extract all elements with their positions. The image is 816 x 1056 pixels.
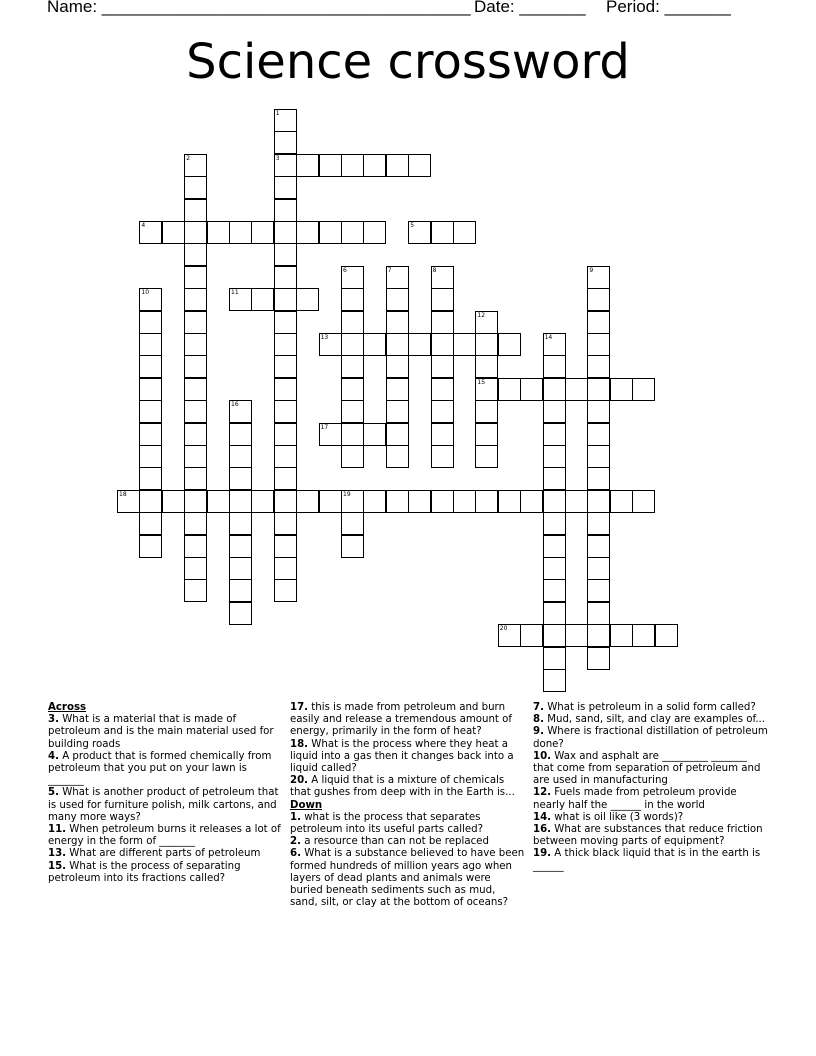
grid-cell[interactable] xyxy=(587,423,610,446)
grid-cell[interactable] xyxy=(184,311,207,334)
clue-number: 12 xyxy=(477,311,486,319)
clue-item-number: 7. xyxy=(533,702,544,713)
grid-cell[interactable] xyxy=(431,311,454,334)
grid-cell[interactable] xyxy=(520,624,543,647)
grid-cell[interactable] xyxy=(543,490,566,513)
clue-item-text: A thick black liquid that is in the earth is ______ xyxy=(533,848,761,872)
grid-cell[interactable] xyxy=(274,266,297,289)
grid-cell[interactable] xyxy=(363,423,386,446)
grid-cell[interactable] xyxy=(341,154,364,177)
clue-number: 4 xyxy=(141,222,146,229)
grid-cell[interactable] xyxy=(543,378,566,401)
clue-item-number: 17. xyxy=(290,702,309,713)
grid-cell[interactable] xyxy=(520,378,543,401)
grid-cell[interactable] xyxy=(587,647,610,670)
clue-number: 13 xyxy=(320,334,329,341)
clue-item-number: 12. xyxy=(533,787,552,799)
clue-number: 6 xyxy=(343,266,347,274)
grid-cell[interactable] xyxy=(229,535,252,558)
grid-cell[interactable] xyxy=(184,266,207,289)
clue-item xyxy=(48,751,284,788)
grid-cell[interactable] xyxy=(565,624,588,647)
grid-cell[interactable] xyxy=(431,355,454,378)
grid-cell[interactable] xyxy=(587,535,610,558)
clue-item-text: this is made from petroleum and burn easily and release a tremendous amount of energy, primarily in the form of heat? xyxy=(290,702,512,738)
grid-cell[interactable] xyxy=(229,423,252,446)
grid-cell[interactable] xyxy=(610,490,633,513)
clue-item xyxy=(290,836,526,848)
grid-cell[interactable] xyxy=(184,490,207,513)
grid-cell[interactable] xyxy=(475,378,498,401)
date-label: Date: xyxy=(474,0,520,16)
grid-cell[interactable] xyxy=(184,355,207,378)
clue-item-number: 6. xyxy=(290,848,301,860)
clue-item-number: 19. xyxy=(533,848,552,860)
grid-cell[interactable] xyxy=(431,333,454,356)
grid-cell[interactable] xyxy=(543,400,566,423)
grid-cell[interactable] xyxy=(587,355,610,378)
grid-cell[interactable] xyxy=(587,467,610,490)
grid-cell[interactable] xyxy=(274,355,297,378)
down-clue-list xyxy=(290,812,526,910)
grid-cell[interactable] xyxy=(587,266,610,289)
grid-cell[interactable] xyxy=(162,490,185,513)
grid-cell[interactable] xyxy=(475,333,498,356)
grid-cell[interactable] xyxy=(184,512,207,535)
grid-cell[interactable] xyxy=(520,490,543,513)
clues-column-3 xyxy=(533,702,769,873)
clue-number: 20 xyxy=(499,625,508,633)
grid-cell[interactable] xyxy=(184,423,207,446)
grid-cell[interactable] xyxy=(475,445,498,468)
grid-cell[interactable] xyxy=(543,445,566,468)
grid-cell[interactable] xyxy=(274,199,297,222)
clue-number: 11 xyxy=(231,289,239,297)
clue-item xyxy=(533,714,769,726)
grid-cell[interactable] xyxy=(543,512,566,535)
clue-item-text: a resource than can not be replaced xyxy=(300,836,489,848)
clue-item xyxy=(533,726,769,750)
period-blank: _______ xyxy=(664,0,731,16)
clue-number: 1 xyxy=(275,110,280,117)
clue-item xyxy=(48,714,284,751)
grid-cell[interactable] xyxy=(274,131,297,154)
clue-item xyxy=(290,739,526,776)
grid-cell[interactable] xyxy=(587,378,610,401)
grid-cell[interactable] xyxy=(139,221,162,244)
clue-item xyxy=(48,824,284,848)
grid-cell[interactable] xyxy=(543,579,566,602)
grid-cell[interactable] xyxy=(274,109,297,132)
across-clue-list xyxy=(48,714,284,885)
grid-cell[interactable] xyxy=(587,624,610,647)
grid-cell[interactable] xyxy=(431,423,454,446)
grid-cell[interactable] xyxy=(274,512,297,535)
clue-number: 9 xyxy=(589,266,594,274)
grid-cell[interactable] xyxy=(386,445,409,468)
grid-cell[interactable] xyxy=(296,288,319,311)
clue-item xyxy=(290,775,526,799)
grid-cell[interactable] xyxy=(498,624,521,647)
clue-item-number: 4. xyxy=(48,750,59,762)
grid-cell[interactable] xyxy=(184,288,207,311)
grid-cell[interactable] xyxy=(363,154,386,177)
clue-number: 14 xyxy=(544,334,553,341)
grid-cell[interactable] xyxy=(139,378,162,401)
clue-item-number: 20. xyxy=(290,775,309,787)
grid-cell[interactable] xyxy=(184,445,207,468)
grid-cell[interactable] xyxy=(543,333,566,356)
grid-cell[interactable] xyxy=(139,288,162,311)
grid-cell[interactable] xyxy=(431,266,454,289)
grid-cell[interactable] xyxy=(274,243,297,266)
clue-item-text: What is petroleum in a solid form called? xyxy=(543,702,756,713)
grid-cell[interactable] xyxy=(341,512,364,535)
grid-cell[interactable] xyxy=(139,423,162,446)
grid-cell[interactable] xyxy=(386,333,409,356)
grid-cell[interactable] xyxy=(229,221,252,244)
grid-cell[interactable] xyxy=(251,288,274,311)
clues-column-1 xyxy=(48,702,284,885)
clue-item-text: What are different parts of petroleum xyxy=(66,848,261,860)
grid-cell[interactable] xyxy=(229,579,252,602)
grid-cell[interactable] xyxy=(274,579,297,602)
grid-cell[interactable] xyxy=(274,535,297,558)
clue-item xyxy=(48,787,284,824)
grid-cell[interactable] xyxy=(296,221,319,244)
grid-cell[interactable] xyxy=(184,154,207,177)
grid-cell[interactable] xyxy=(341,288,364,311)
grid-cell[interactable] xyxy=(319,490,342,513)
grid-cell[interactable] xyxy=(184,333,207,356)
clue-item-text: Wax and asphalt are _________ _______ that come from separation of petroleum and are used in manufacturing xyxy=(533,750,761,787)
grid-cell[interactable] xyxy=(139,355,162,378)
grid-cell[interactable] xyxy=(610,378,633,401)
clue-item xyxy=(290,812,526,836)
clue-number: 3 xyxy=(275,154,280,162)
grid-cell[interactable] xyxy=(408,333,431,356)
grid-cell[interactable] xyxy=(453,221,476,244)
grid-cell[interactable] xyxy=(587,602,610,625)
grid-cell[interactable] xyxy=(475,423,498,446)
grid-cell[interactable] xyxy=(386,154,409,177)
grid-cell[interactable] xyxy=(341,423,364,446)
date-blank: _______ xyxy=(519,0,586,16)
grid-cell[interactable] xyxy=(543,467,566,490)
grid-cell[interactable] xyxy=(341,355,364,378)
grid-cell[interactable] xyxy=(341,490,364,513)
grid-cell[interactable] xyxy=(341,266,364,289)
clue-item-text: Where is fractional distillation of petroleum done? xyxy=(533,726,768,750)
grid-cell[interactable] xyxy=(229,557,252,580)
grid-cell[interactable] xyxy=(408,490,431,513)
clue-number: 5 xyxy=(410,222,415,229)
clue-number: 16 xyxy=(231,401,239,409)
grid-cell[interactable] xyxy=(543,557,566,580)
grid-cell[interactable] xyxy=(386,423,409,446)
grid-cell[interactable] xyxy=(139,512,162,535)
grid-cell[interactable] xyxy=(632,624,655,647)
grid-cell[interactable] xyxy=(431,490,454,513)
grid-cell[interactable] xyxy=(363,490,386,513)
grid-cell[interactable] xyxy=(319,154,342,177)
grid-cell[interactable] xyxy=(229,490,252,513)
grid-cell[interactable] xyxy=(184,467,207,490)
grid-cell[interactable] xyxy=(341,333,364,356)
grid-cell[interactable] xyxy=(431,288,454,311)
clue-item-text: What is the process of separating petroleum into its fractions called? xyxy=(48,860,241,884)
grid-cell[interactable] xyxy=(543,669,566,692)
clue-item-number: 16. xyxy=(533,824,552,836)
grid-cell[interactable] xyxy=(386,378,409,401)
grid-cell[interactable] xyxy=(274,221,297,244)
grid-cell[interactable] xyxy=(139,490,162,513)
grid-cell[interactable] xyxy=(274,378,297,401)
grid-cell[interactable] xyxy=(498,490,521,513)
clue-item-text: Mud, sand, silt, and clay are examples of... xyxy=(543,714,766,726)
clue-number: 7 xyxy=(387,266,392,274)
clue-item-number: 10. xyxy=(533,750,552,762)
grid-cell[interactable] xyxy=(274,154,297,177)
grid-cell[interactable] xyxy=(251,490,274,513)
grid-cell[interactable] xyxy=(475,355,498,378)
grid-cell[interactable] xyxy=(296,154,319,177)
clue-item-number: 3. xyxy=(48,714,59,726)
clue-item xyxy=(290,702,526,739)
clue-item-number: 8. xyxy=(533,714,544,726)
grid-cell[interactable] xyxy=(184,176,207,199)
clue-item xyxy=(48,848,284,860)
clue-item-text: A liquid that is a mixture of chemicals that gushes from deep with in the Earth is... xyxy=(290,775,515,799)
grid-cell[interactable] xyxy=(453,490,476,513)
grid-cell[interactable] xyxy=(274,467,297,490)
grid-cell[interactable] xyxy=(587,311,610,334)
grid-cell[interactable] xyxy=(296,490,319,513)
grid-cell[interactable] xyxy=(475,311,498,334)
clue-item-text: A product that is formed chemically from petroleum that you put on your lawn is _______ xyxy=(48,750,272,787)
grid-cell[interactable] xyxy=(207,490,230,513)
grid-cell[interactable] xyxy=(475,490,498,513)
grid-cell[interactable] xyxy=(587,333,610,356)
grid-cell[interactable] xyxy=(207,221,230,244)
clue-item-number: 18. xyxy=(290,738,309,750)
grid-cell[interactable] xyxy=(386,266,409,289)
name-label: Name: xyxy=(47,0,102,16)
clue-item-number: 11. xyxy=(48,824,67,836)
grid-cell[interactable] xyxy=(341,445,364,468)
clue-item-number: 5. xyxy=(48,787,59,799)
grid-cell[interactable] xyxy=(274,423,297,446)
grid-cell[interactable] xyxy=(386,355,409,378)
clue-item xyxy=(533,848,769,872)
grid-cell[interactable] xyxy=(341,535,364,558)
grid-cell[interactable] xyxy=(341,378,364,401)
grid-cell[interactable] xyxy=(251,221,274,244)
grid-cell[interactable] xyxy=(184,199,207,222)
grid-cell[interactable] xyxy=(274,400,297,423)
grid-cell[interactable] xyxy=(229,445,252,468)
clue-number: 10 xyxy=(141,289,150,297)
grid-cell[interactable] xyxy=(408,154,431,177)
grid-cell[interactable] xyxy=(498,333,521,356)
clue-number: 15 xyxy=(477,378,486,386)
grid-cell[interactable] xyxy=(274,445,297,468)
grid-cell[interactable] xyxy=(139,445,162,468)
clues-column-2 xyxy=(290,702,526,909)
grid-cell[interactable] xyxy=(543,647,566,670)
grid-cell[interactable] xyxy=(139,311,162,334)
grid-cell[interactable] xyxy=(386,400,409,423)
clue-item xyxy=(290,848,526,909)
grid-cell[interactable] xyxy=(587,445,610,468)
grid-cell[interactable] xyxy=(587,512,610,535)
grid-cell[interactable] xyxy=(587,557,610,580)
clue-item-text: what is the process that separates petroleum into its useful parts called? xyxy=(290,811,483,836)
clue-item-text: what is oil like (3 words)? xyxy=(551,811,684,823)
clue-item-number: 9. xyxy=(533,726,544,738)
grid-cell[interactable] xyxy=(162,221,185,244)
grid-cell[interactable] xyxy=(319,333,342,356)
clue-item-text: Fuels made from petroleum provide nearly half the ______ in the world xyxy=(533,787,737,811)
grid-cell[interactable] xyxy=(543,355,566,378)
grid-cell[interactable] xyxy=(632,490,655,513)
grid-cell[interactable] xyxy=(274,288,297,311)
clue-item-text: What are substances that reduce friction between moving parts of equipment? xyxy=(533,824,763,848)
clue-item-text: What is a material that is made of petroleum and is the main material used for building roads xyxy=(48,714,274,750)
grid-cell[interactable] xyxy=(184,579,207,602)
clue-item-number: 2. xyxy=(290,836,301,848)
down-clue-list-continued xyxy=(533,702,769,873)
grid-cell[interactable] xyxy=(431,221,454,244)
page-title: Science crossword xyxy=(186,34,630,90)
grid-cell[interactable] xyxy=(543,624,566,647)
grid-cell[interactable] xyxy=(431,378,454,401)
clue-item-text: When petroleum burns it releases a lot of energy in the form of _______ xyxy=(48,824,281,848)
grid-cell[interactable] xyxy=(229,602,252,625)
grid-cell[interactable] xyxy=(386,311,409,334)
grid-cell[interactable] xyxy=(453,333,476,356)
clue-item xyxy=(533,702,769,714)
grid-cell[interactable] xyxy=(319,221,342,244)
grid-cell[interactable] xyxy=(229,512,252,535)
grid-cell[interactable] xyxy=(184,243,207,266)
grid-cell[interactable] xyxy=(386,288,409,311)
grid-cell[interactable] xyxy=(229,288,252,311)
down-heading: Down xyxy=(290,799,323,811)
grid-cell[interactable] xyxy=(386,490,409,513)
clue-item-text: What is another product of petroleum that is used for furniture polish, milk cartons, and many more ways? xyxy=(48,787,279,823)
grid-cell[interactable] xyxy=(229,467,252,490)
clue-item-number: 13. xyxy=(48,848,67,860)
grid-cell[interactable] xyxy=(139,535,162,558)
grid-cell[interactable] xyxy=(543,535,566,558)
clue-item-number: 14. xyxy=(533,811,552,823)
grid-cell[interactable] xyxy=(363,221,386,244)
grid-cell[interactable] xyxy=(139,467,162,490)
name-blank: _______________________________________ xyxy=(101,0,471,16)
period-label: Period: xyxy=(606,0,665,16)
clue-number: 18 xyxy=(119,490,127,498)
grid-cell[interactable] xyxy=(587,490,610,513)
grid-cell[interactable] xyxy=(543,602,566,625)
grid-cell[interactable] xyxy=(184,400,207,423)
grid-cell[interactable] xyxy=(139,333,162,356)
grid-cell[interactable] xyxy=(319,423,342,446)
grid-cell[interactable] xyxy=(363,333,386,356)
clue-item xyxy=(533,787,769,811)
grid-cell[interactable] xyxy=(341,400,364,423)
grid-cell[interactable] xyxy=(117,490,140,513)
clue-item xyxy=(533,812,769,824)
grid-cell[interactable] xyxy=(139,400,162,423)
grid-cell[interactable] xyxy=(587,400,610,423)
grid-cell[interactable] xyxy=(587,579,610,602)
clue-number: 17 xyxy=(320,423,329,431)
clue-item xyxy=(48,861,284,885)
grid-cell[interactable] xyxy=(431,400,454,423)
grid-cell[interactable] xyxy=(565,490,588,513)
grid-cell[interactable] xyxy=(341,221,364,244)
clue-number: 2 xyxy=(186,154,191,162)
grid-cell[interactable] xyxy=(274,490,297,513)
clue-item-number: 1. xyxy=(290,811,301,823)
grid-cell[interactable] xyxy=(274,311,297,334)
clue-item-number: 15. xyxy=(48,860,67,872)
across-heading: Across xyxy=(48,702,87,713)
grid-cell[interactable] xyxy=(498,378,521,401)
grid-cell[interactable] xyxy=(184,557,207,580)
grid-cell[interactable] xyxy=(655,624,678,647)
across-clue-list-continued xyxy=(290,702,526,800)
grid-cell[interactable] xyxy=(475,400,498,423)
grid-cell[interactable] xyxy=(184,535,207,558)
grid-cell[interactable] xyxy=(565,378,588,401)
grid-cell[interactable] xyxy=(431,445,454,468)
grid-cell[interactable] xyxy=(587,288,610,311)
clue-number: 19 xyxy=(343,490,351,498)
clue-item xyxy=(533,824,769,848)
grid-cell[interactable] xyxy=(274,333,297,356)
clue-item-text: What is a substance believed to have been formed hundreds of million years ago when layers of dead plants and animals were buried beneath sediments such as mud, sand, silt, or clay at the bottom of oceans? xyxy=(290,848,525,909)
clue-number: 8 xyxy=(432,266,437,274)
clue-item xyxy=(533,751,769,788)
grid-cell[interactable] xyxy=(229,400,252,423)
clue-item-text: What is the process where they heat a liquid into a gas then it changes back into a liquid called? xyxy=(290,738,514,775)
grid-cell[interactable] xyxy=(408,221,431,244)
grid-cell[interactable] xyxy=(184,221,207,244)
grid-cell[interactable] xyxy=(543,423,566,446)
grid-cell[interactable] xyxy=(632,378,655,401)
grid-cell[interactable] xyxy=(341,311,364,334)
grid-cell[interactable] xyxy=(610,624,633,647)
grid-cell[interactable] xyxy=(274,176,297,199)
grid-cell[interactable] xyxy=(184,378,207,401)
grid-cell[interactable] xyxy=(274,557,297,580)
